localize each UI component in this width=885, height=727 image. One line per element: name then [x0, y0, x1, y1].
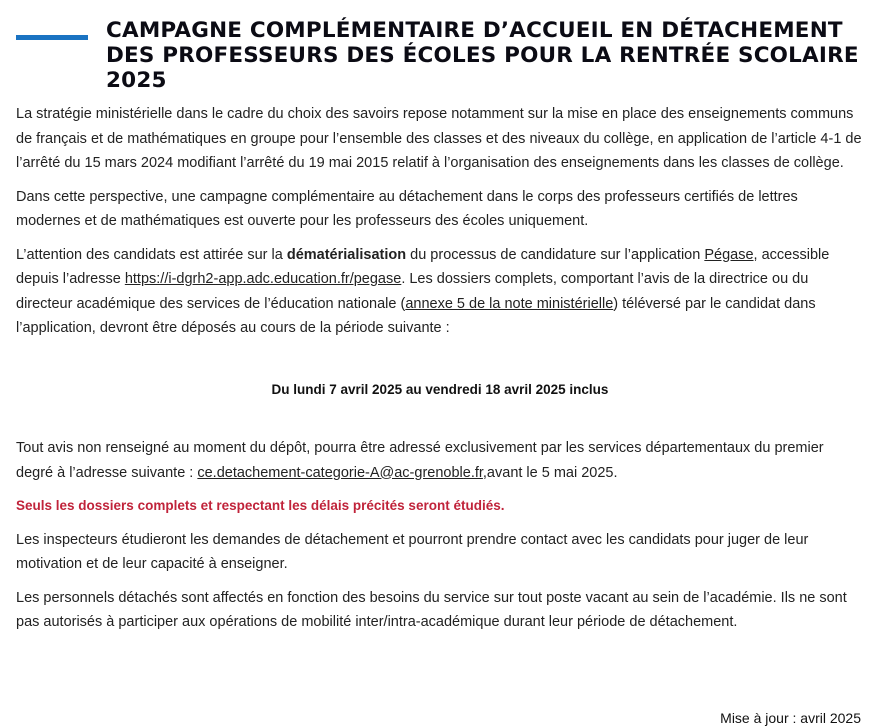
annexe-link[interactable]: annexe 5 de la note ministérielle — [405, 295, 614, 312]
article-body-top — [16, 102, 864, 350]
text-fragment: , accessible depuis l’adresse — [16, 246, 830, 287]
text-fragment: . Les dossiers complets, comportant l’avis de la directrice ou du directeur académique des services de l’éducation nationale ( — [16, 271, 809, 312]
last-update: Mise à jour : avril 2025 — [720, 710, 861, 726]
title-accent-bar — [16, 35, 88, 40]
paragraph-dematerialisation — [16, 243, 864, 341]
paragraph-intro: La stratégie ministérielle dans le cadre du choix des savoirs repose notamment sur la mise en place des enseignements communs de français et de mathématiques en groupe pour l’ensemble des classes et des niveaux du collège, en application de l’article 4-1 de l’arrêté du 15 mars 2024 modifiant l’arrêté du 19 mai 2015 relatif à l’organisation des enseignements dans les classes de collège. — [16, 106, 862, 171]
pegase-link[interactable]: Pégase — [704, 246, 754, 263]
article-body-bottom — [16, 436, 864, 644]
paragraph-inspecteurs: Les inspecteurs étudieront les demandes de détachement et pourront prendre contact avec les candidats pour juger de leur motivation et de leur capacité à enseigner. — [16, 531, 809, 572]
text-fragment: ) téléversé par le candidat dans l’application, devront être déposés au cours de la période suivante : — [16, 295, 816, 336]
pegase-url-link[interactable]: https://i-dgrh2-app.adc.education.fr/pegase — [124, 271, 402, 287]
text-fragment: ,avant le 5 mai 2025. — [482, 464, 618, 481]
email-link[interactable]: ce.detachement-categorie-A@ac-grenoble.fr — [197, 464, 483, 481]
page-title: CAMPAGNE COMPLÉMENTAIRE D’ACCUEIL EN DÉTACHEMENT DES PROFESSEURS DES ÉCOLES POUR LA RENTRÉE SCOLAIRE 2025 — [106, 18, 859, 93]
submission-period: Du lundi 7 avril 2025 au vendredi 18 avril 2025 inclus — [271, 382, 609, 397]
paragraph-avis — [16, 436, 864, 485]
text-fragment: du processus de candidature sur l’application — [406, 246, 705, 263]
bold-dematerialisation: dématérialisation — [286, 246, 407, 263]
text-fragment: Tout avis non renseigné au moment du dépôt, pourra être adressé exclusivement par les services départementaux du premier degré à l’adresse suivante : — [16, 440, 824, 481]
paragraph-perspective: Dans cette perspective, une campagne complémentaire au détachement dans le corps des professeurs certifiés de lettres modernes et de mathématiques est ouverte pour les professeurs des écoles uniquement. — [16, 188, 798, 229]
warning-notice: Seuls les dossiers complets et respectant les délais précités seront étudiés. — [16, 498, 505, 513]
paragraph-affectation: Les personnels détachés sont affectés en fonction des besoins du service sur tout poste vacant au sein de l’académie. Ils ne sont pas autorisés à participer aux opérations de mobilité inter/intra-académique durant leur période de détachement. — [16, 589, 847, 630]
text-fragment: L’attention des candidats est attirée sur la — [16, 246, 287, 263]
